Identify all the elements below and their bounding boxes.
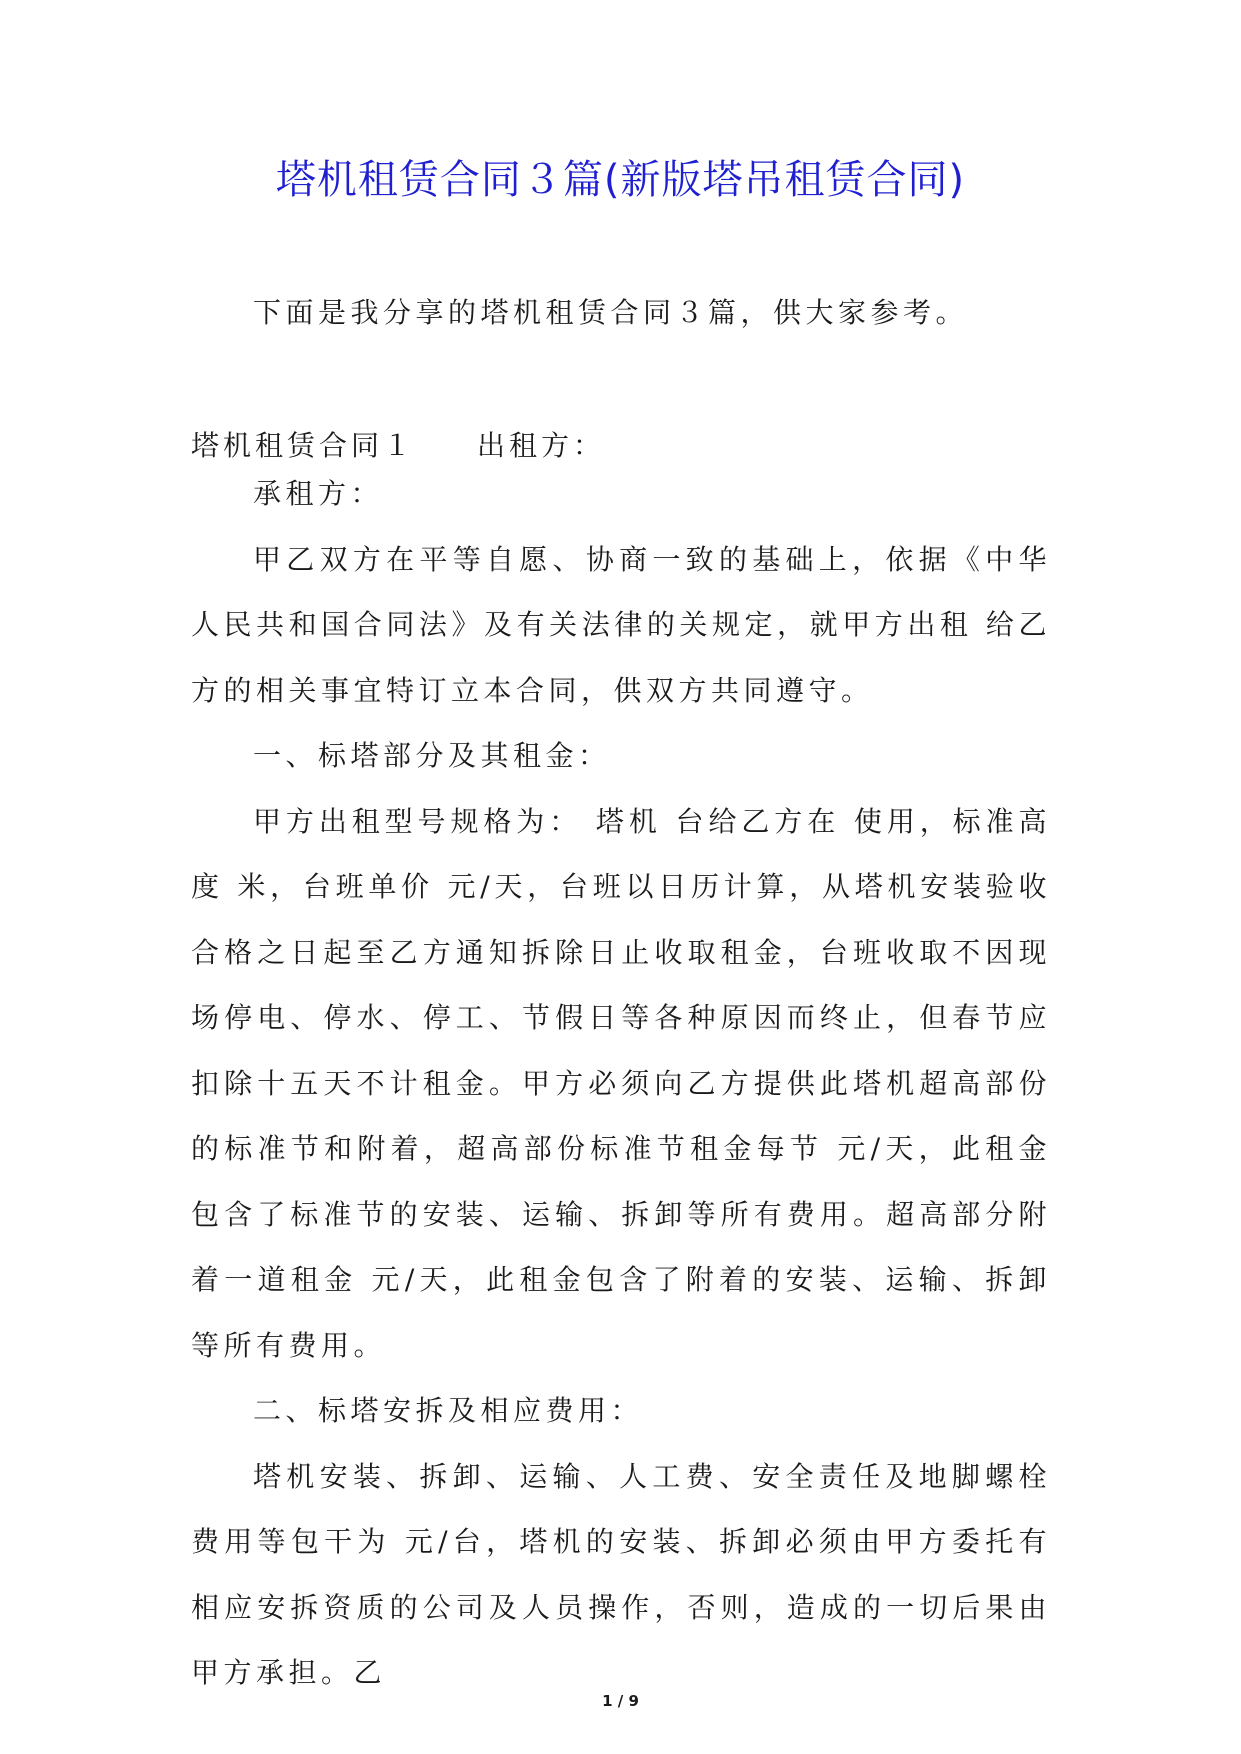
paragraph-preamble: 甲乙双方在平等自愿、协商一致的基础上，依据《中华人民共和国合同法》及有关法律的关规定，就甲方出租 给乙方的相关事宜特订立本合同，供双方共同遵守。 [191,542,1051,707]
contract-heading: 塔机租赁合同１ [191,429,416,462]
lessor-label: 出租方： [477,429,606,462]
paragraph-section-1-heading: 一、标塔部分及其租金： [253,739,611,772]
paragraph-lessee: 承租方： [253,477,384,510]
paragraph-section-2-heading: 二、标塔安拆及相应费用： [253,1394,644,1427]
paragraph-section-1-body: 甲方出租型号规格为： 塔机 台给乙方在 使用，标准高度 米，台班单价 元/天，台班以日历计算，从塔机安装验收合格之日起至乙方通知拆除日止收取租金，台班收取不因现场停电、停水、停工、节假日等各种原因而终止，但春节应扣除十五天不计租金。甲方必须向乙方提供此塔机超高部份的标准节和附着，超高部份标准节租金每节 元/天，此租金包含了标准节的安装、运输、拆卸等所有费用。超高部分附着一道租金 元/天，此租金包含了附着的安装、运输、拆卸等所有费用。 [191,804,1051,1362]
document-title: 塔机租赁合同３篇(新版塔吊租赁合同) [275,157,966,203]
document-body [191,428,1051,1706]
paragraph-section-2-body: 塔机安装、拆卸、运输、人工费、安全责任及地脚螺栓费用等包干为 元/台，塔机的安装、拆卸必须由甲方委托有相应安拆资质的公司及人员操作，否则，造成的一切后果由甲方承担。乙 [191,1459,1051,1689]
intro-paragraph: 下面是我分享的塔机租赁合同３篇，供大家参考。 [253,296,969,329]
page-indicator: 1 / 9 [602,1692,639,1710]
